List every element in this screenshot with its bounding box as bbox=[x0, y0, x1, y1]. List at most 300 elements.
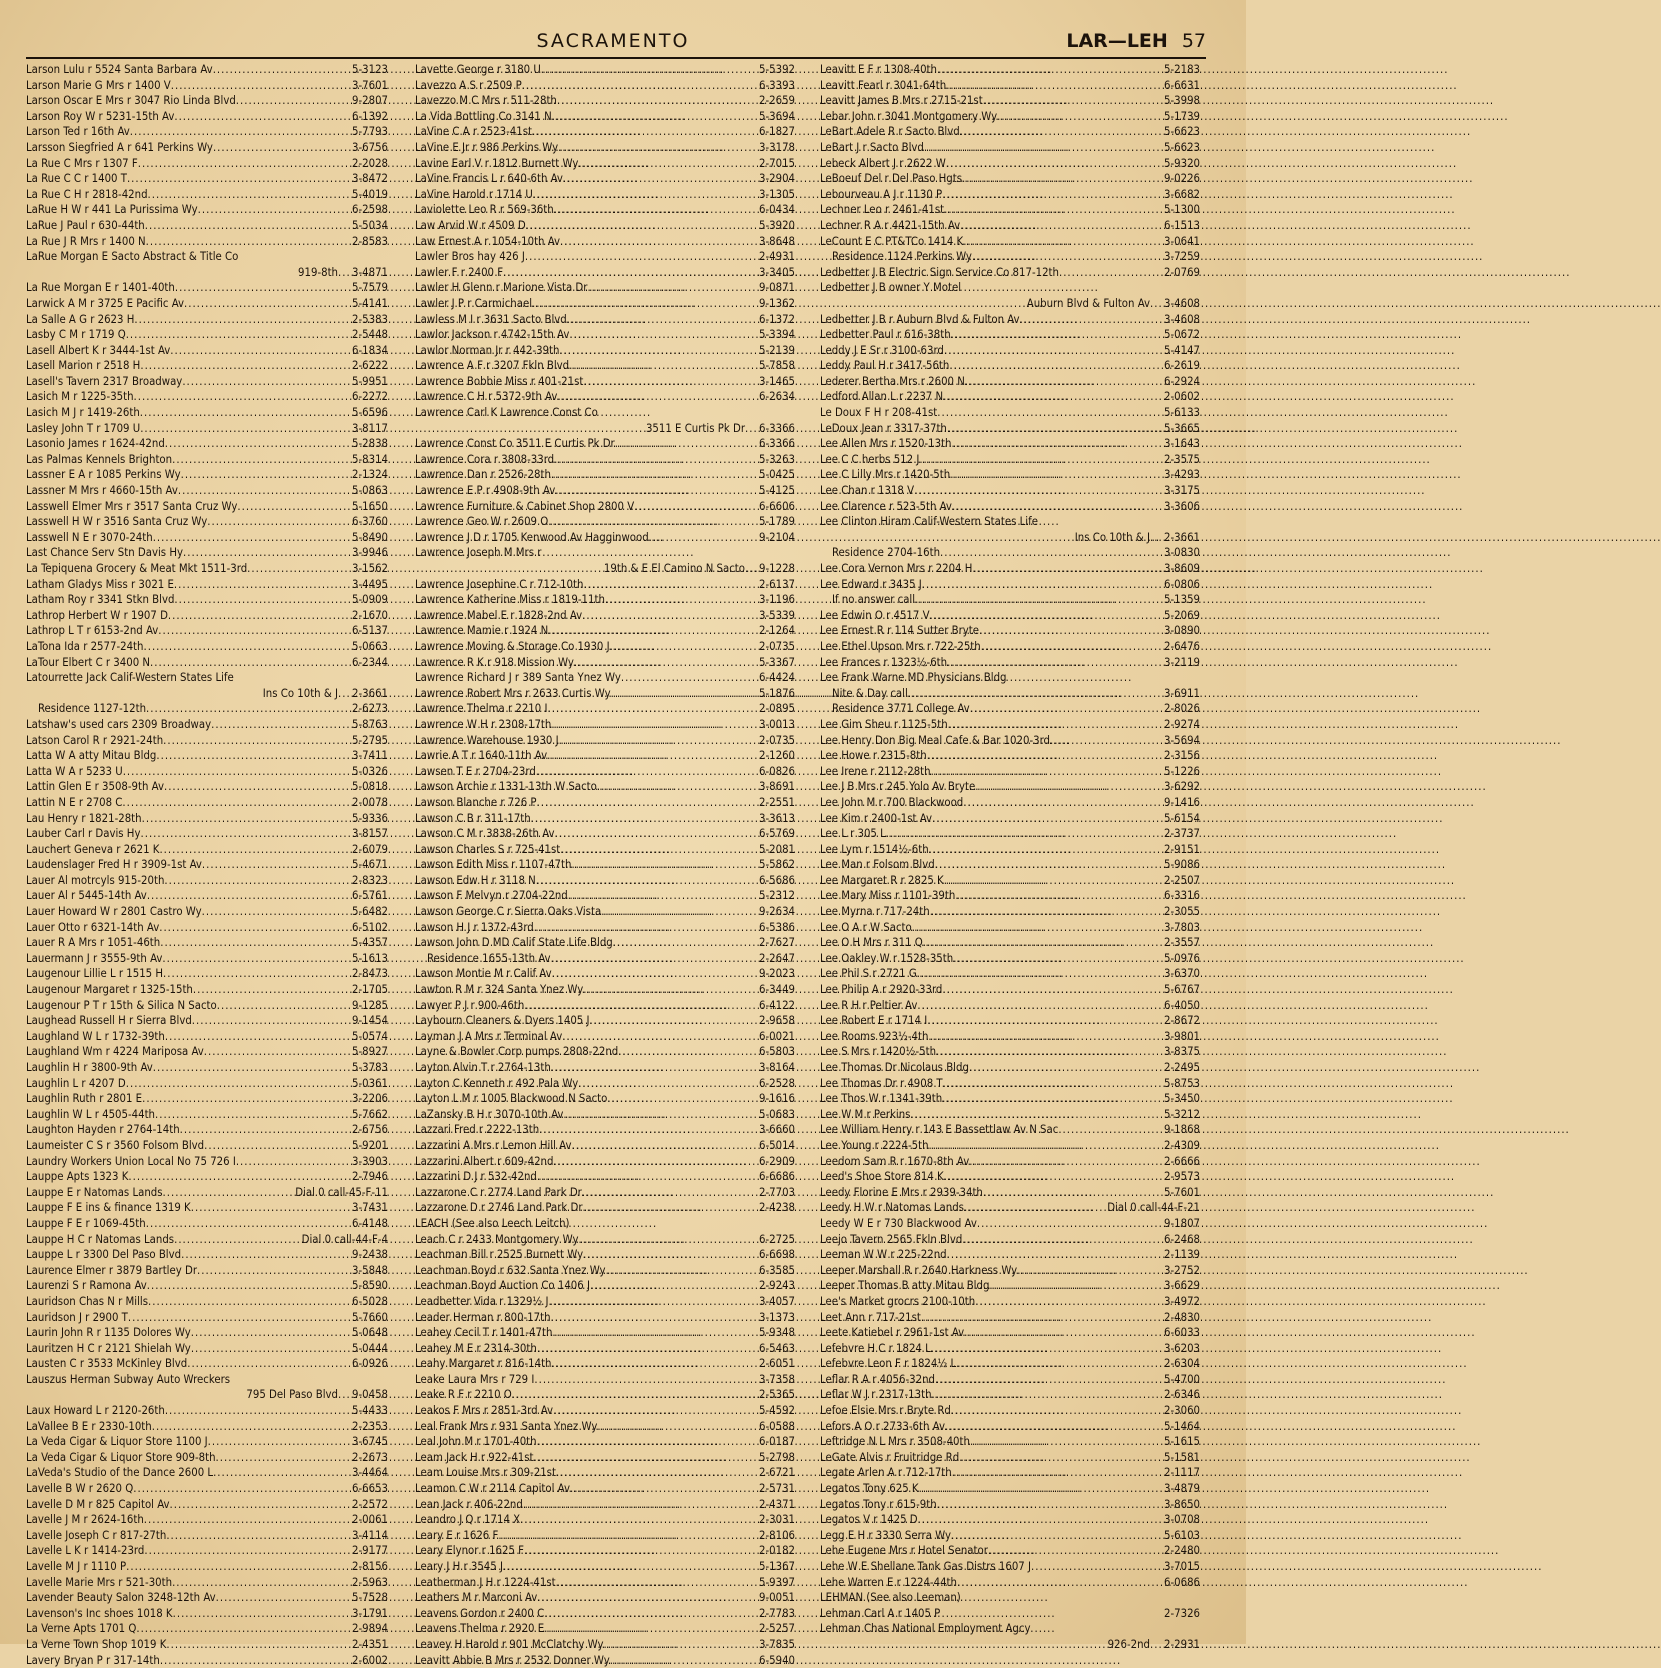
listing-entry bbox=[415, 109, 795, 125]
entry-name: Lawrence Mabel E r 1828-2nd Av bbox=[415, 608, 583, 622]
listing-entry bbox=[26, 187, 388, 203]
leader-dots bbox=[937, 405, 1164, 421]
leader-dots bbox=[552, 1356, 760, 1372]
listing-entry bbox=[820, 171, 1200, 187]
entry-phone: 3-8375 bbox=[1164, 1045, 1200, 1059]
leader-dots bbox=[172, 452, 352, 468]
entry-name: Lavine Earl V r 1812 Burnett Wy bbox=[415, 156, 579, 170]
listing-entry bbox=[820, 124, 1200, 140]
leader-dots bbox=[944, 1169, 1164, 1185]
entry-phone: 5-4700 bbox=[1164, 1372, 1200, 1386]
listing-entry bbox=[415, 1543, 795, 1559]
entry-phone: 6-2619 bbox=[1164, 359, 1200, 373]
listing-column-3 bbox=[820, 62, 1200, 1653]
leader-dots bbox=[952, 499, 1164, 515]
listing-entry bbox=[415, 1013, 795, 1029]
listing-entry bbox=[26, 1247, 388, 1263]
entry-phone: 9-1454 bbox=[352, 1014, 388, 1028]
leader-dots bbox=[556, 1465, 759, 1481]
entry-phone: 6-4122 bbox=[759, 998, 795, 1012]
leader-dots bbox=[649, 530, 759, 546]
entry-phone: 9-2438 bbox=[352, 1248, 388, 1262]
entry-name: Lauppe F E r 1069-45th bbox=[26, 1216, 146, 1230]
listing-entry bbox=[820, 1450, 1200, 1466]
entry-phone: 3-0708 bbox=[1164, 1513, 1200, 1527]
entry-phone: 5-8490 bbox=[352, 530, 388, 544]
entry-name: Leahey M E r 2314-30th bbox=[415, 1341, 537, 1355]
entry-phone: 2-3557 bbox=[1164, 936, 1200, 950]
entry-name: Lee Kim r 2400-1st Av bbox=[820, 811, 933, 825]
leader-dots bbox=[590, 1013, 760, 1029]
entry-phone: 3-7259 bbox=[1164, 250, 1200, 264]
entry-phone: 3-7431 bbox=[352, 1201, 388, 1215]
entry-phone: 2-8583 bbox=[352, 234, 388, 248]
entry-name: Leflar W J r 2317-13th bbox=[820, 1388, 932, 1402]
entry-name: Lee John M r 700 Blackwood bbox=[820, 795, 964, 809]
entry-name: Lauppe H C r Natomas Lands bbox=[26, 1232, 175, 1246]
listing-entry bbox=[820, 1325, 1200, 1341]
listing-entry bbox=[26, 592, 388, 608]
listing-entry bbox=[26, 1029, 388, 1045]
entry-phone: 3-1196 bbox=[759, 593, 795, 607]
listing-entry bbox=[820, 966, 1200, 982]
leader-dots bbox=[969, 1154, 1164, 1170]
leader-dots bbox=[122, 795, 352, 811]
listing-entry bbox=[26, 467, 388, 483]
entry-name: Lau Henry r 1821-28th bbox=[26, 811, 142, 825]
listing-entry bbox=[26, 655, 388, 671]
entry-phone: 3-2119 bbox=[1164, 655, 1200, 669]
listing-entry bbox=[415, 483, 795, 499]
entry-phone: 5-0672 bbox=[1164, 328, 1200, 342]
listing-entry bbox=[415, 826, 795, 842]
entry-phone: 5-6623 bbox=[1164, 140, 1200, 154]
listing-entry bbox=[26, 1497, 388, 1513]
entry-name: Lehe Eugene Mrs r Hotel Senator bbox=[820, 1544, 988, 1558]
listing-entry bbox=[820, 109, 1200, 125]
entry-phone: 2-6304 bbox=[1164, 1357, 1200, 1371]
entry-name: Lavender Beauty Salon 3248-12th Av bbox=[26, 1591, 216, 1605]
leader-dots bbox=[634, 499, 759, 515]
entry-phone: 3-7803 bbox=[1164, 920, 1200, 934]
leader-dots bbox=[917, 998, 1164, 1014]
listing-entry bbox=[820, 249, 1200, 265]
listing-entry bbox=[26, 1465, 388, 1481]
entry-name: Legatos V r 1425 D bbox=[820, 1513, 918, 1527]
entry-name: Layne & Bowler Corp pumps 2808-22nd bbox=[415, 1045, 619, 1059]
leader-dots bbox=[970, 1434, 1164, 1450]
leader-dots bbox=[582, 608, 759, 624]
entry-name: Lawrence E P r 4908-9th Av bbox=[415, 484, 556, 498]
listing-entry bbox=[415, 93, 795, 109]
entry-phone: 5-2183 bbox=[1164, 63, 1200, 76]
entry-name: Lavelle B W r 2620 Q bbox=[26, 1482, 134, 1496]
listing-entry bbox=[820, 795, 1200, 811]
listing-entry bbox=[415, 904, 795, 920]
entry-name: LaRue Morgan E Sacto Abstract & Title Co bbox=[26, 250, 239, 264]
leader-dots bbox=[886, 826, 1164, 842]
leader-dots bbox=[338, 265, 352, 281]
entry-name: Lavezzo A S r 2509 P bbox=[415, 78, 522, 92]
entry-name: LeCount E C PT&TCo 1414 K bbox=[820, 234, 964, 248]
listing-entry bbox=[26, 93, 388, 109]
entry-name: Lee R H r Peltier Av bbox=[820, 998, 918, 1012]
entry-phone: 3-1791 bbox=[352, 1606, 388, 1620]
entry-phone: 2-5257 bbox=[759, 1622, 795, 1636]
listing-entry bbox=[415, 608, 795, 624]
entry-name: Leahy Margaret r 816-14th bbox=[415, 1357, 552, 1371]
entry-phone: 2-0061 bbox=[352, 1513, 388, 1527]
entry-name: Lee William Henry r 143 E Bassettlaw Av N Sac bbox=[820, 1123, 1059, 1137]
entry-name: LeBart J r Sacto Blvd bbox=[820, 140, 924, 154]
listing-entry bbox=[820, 1294, 1200, 1310]
listing-entry bbox=[26, 499, 388, 515]
entry-name: Leete Katiebel r 2961-1st Av bbox=[820, 1326, 965, 1340]
entry-phone: 2-9274 bbox=[1164, 717, 1200, 731]
listing-entry bbox=[415, 1481, 795, 1497]
entry-name: Leavens Thelma r 2920 E bbox=[415, 1622, 545, 1636]
leader-dots bbox=[1031, 1559, 1164, 1575]
leader-dots bbox=[922, 577, 1164, 593]
entry-phone: 5-7662 bbox=[352, 1107, 388, 1121]
listing-entry bbox=[26, 701, 388, 717]
entry-name: Ledford Allan L r 2237 N bbox=[820, 390, 944, 404]
entry-phone: 6-0686 bbox=[1164, 1575, 1200, 1589]
leader-dots bbox=[604, 1637, 760, 1653]
listing-entry bbox=[820, 1044, 1200, 1060]
entry-phone: 5-1876 bbox=[759, 686, 795, 700]
entry-name: Larsson Siegfried A r 641 Perkins Wy bbox=[26, 140, 213, 154]
entry-phone: 3-7835 bbox=[759, 1637, 795, 1651]
listing-entry bbox=[26, 312, 388, 328]
leader-dots bbox=[163, 733, 352, 749]
entry-name: Lasswell Elmer Mrs r 3517 Santa Cruz Wy bbox=[26, 499, 238, 513]
leader-dots bbox=[551, 951, 759, 967]
entry-name: Lazzarini Albert r 609-42nd bbox=[415, 1154, 554, 1168]
entry-phone: 5-3694 bbox=[759, 109, 795, 123]
entry-name: Lee Robert E r 1714 I bbox=[820, 1014, 928, 1028]
entry-name: Laugenour P T r 15th & Silica N Sacto bbox=[26, 998, 217, 1012]
entry-phone: 6-5137 bbox=[352, 624, 388, 638]
listing-entry bbox=[26, 1434, 388, 1450]
leader-dots bbox=[962, 171, 1164, 187]
entry-phone: 3-1643 bbox=[1164, 437, 1200, 451]
listing-entry bbox=[415, 1621, 795, 1637]
leader-dots bbox=[197, 1263, 352, 1279]
entry-name: Latham Gladys Miss r 3021 E bbox=[26, 577, 174, 591]
entry-name: Lavelle Marie Mrs r 521-30th bbox=[26, 1575, 173, 1589]
listing-entry bbox=[26, 1310, 388, 1326]
leader-dots bbox=[567, 312, 759, 328]
entry-name: Leam Jack H r 922-41st bbox=[415, 1450, 534, 1464]
entry-phone: 5-6154 bbox=[1164, 811, 1200, 825]
entry-phone: 2-6721 bbox=[759, 1466, 795, 1480]
leader-dots bbox=[929, 1138, 1164, 1154]
entry-phone: 6-2924 bbox=[1164, 374, 1200, 388]
entry-name: Lawrence J D r 1705 Kenwood Av Hagginwood bbox=[415, 530, 649, 544]
entry-phone: 5-1464 bbox=[1164, 1419, 1200, 1433]
listing-entry bbox=[820, 1138, 1200, 1154]
leader-dots bbox=[170, 343, 352, 359]
entry-name: Lawrence Carl K Lawrence Const Co bbox=[415, 406, 598, 420]
entry-phone: 5-4125 bbox=[759, 484, 795, 498]
entry-name: Lawson H J r 1372-43rd bbox=[415, 920, 534, 934]
entry-phone: 2-4931 bbox=[759, 250, 795, 264]
entry-name: Lawson Archie r 1331-13th W Sacto bbox=[415, 780, 597, 794]
listing-entry bbox=[820, 358, 1200, 374]
entry-phone: 5-5862 bbox=[759, 858, 795, 872]
listing-entry bbox=[820, 1278, 1200, 1294]
entry-phone: 3-8157 bbox=[352, 827, 388, 841]
listing-entry bbox=[26, 577, 388, 593]
leader-dots bbox=[138, 156, 352, 172]
entry-phone: 3-2904 bbox=[759, 172, 795, 186]
entry-phone: 2-7946 bbox=[352, 1170, 388, 1184]
entry-name: Leandro J Q r 1714 X bbox=[415, 1513, 521, 1527]
entry-phone: 9-1228 bbox=[759, 562, 795, 575]
entry-name: Lee Frank Warne MD Physicians Bldg bbox=[820, 671, 1007, 685]
listing-entry bbox=[26, 1637, 388, 1653]
listing-entry bbox=[415, 1419, 795, 1435]
entry-phone: 5-7660 bbox=[352, 1310, 388, 1324]
leader-dots bbox=[945, 1419, 1164, 1435]
entry-phone: 3-6370 bbox=[1164, 967, 1200, 981]
leader-dots bbox=[526, 218, 759, 234]
entry-phone: 2-7703 bbox=[759, 1185, 795, 1199]
entry-phone: 3-3178 bbox=[759, 140, 795, 154]
entry-name: Ins Co 10th & J bbox=[1074, 530, 1150, 544]
entry-phone: 5-2081 bbox=[759, 842, 795, 856]
entry-name: Lebar John r 3041 Montgomery Wy bbox=[820, 109, 998, 123]
leader-dots bbox=[551, 1060, 759, 1076]
entry-phone: 2-3055 bbox=[1164, 905, 1200, 919]
entry-phone: 5-3263 bbox=[759, 452, 795, 466]
leader-dots bbox=[531, 811, 759, 827]
leader-dots bbox=[923, 935, 1164, 951]
entry-name: Lee Myrna r 717-24th bbox=[820, 905, 930, 919]
entry-phone: 5-4357 bbox=[352, 936, 388, 950]
listing-entry bbox=[820, 842, 1200, 858]
leader-dots bbox=[338, 686, 352, 702]
listing-entry bbox=[415, 1278, 795, 1294]
listing-entry bbox=[820, 639, 1200, 655]
entry-phone: 6-5761 bbox=[352, 889, 388, 903]
entry-name: Lasswell H W r 3516 Santa Cruz Wy bbox=[26, 515, 208, 529]
entry-name: Lee Clarence r 523-5th Av bbox=[820, 499, 952, 513]
listing-entry bbox=[26, 1575, 388, 1591]
entry-name: Lehe Warren E r 1224-44th bbox=[820, 1575, 957, 1589]
listing-column-1 bbox=[26, 62, 388, 1668]
leader-dots bbox=[153, 530, 352, 546]
entry-phone: 5-0663 bbox=[352, 639, 388, 653]
entry-phone: 2-0769 bbox=[1164, 265, 1200, 279]
listing-entry bbox=[820, 779, 1200, 795]
entry-name: Leftridge N L Mrs r 3508-40th bbox=[820, 1435, 970, 1449]
leader-dots bbox=[178, 483, 352, 499]
entry-phone: 9-1362 bbox=[759, 296, 795, 310]
entry-phone: 2-2495 bbox=[1164, 1061, 1200, 1074]
leader-dots bbox=[937, 1497, 1164, 1513]
entry-phone: 6-2909 bbox=[759, 1154, 795, 1168]
listing-entry bbox=[415, 1185, 795, 1201]
entry-name: Leedy Florine E Mrs r 2939-34th bbox=[820, 1185, 983, 1199]
leader-dots bbox=[605, 592, 759, 608]
entry-name: Leeper Marshall R r 2640 Harkness Wy bbox=[820, 1263, 1018, 1277]
leader-dots bbox=[970, 701, 1164, 717]
leader-dots bbox=[532, 296, 759, 312]
leader-dots bbox=[937, 62, 1164, 78]
entry-name: Lassner M Mrs r 4660-15th Av bbox=[26, 484, 178, 498]
listing-entry bbox=[415, 857, 795, 873]
entry-phone: 9-0871 bbox=[759, 281, 795, 295]
entry-name: Lauridson J r 2900 T bbox=[26, 1310, 128, 1324]
entry-name: La Verne Apts 1701 Q bbox=[26, 1622, 137, 1636]
listing-entry bbox=[415, 577, 795, 593]
leader-dots bbox=[537, 1590, 759, 1606]
leader-dots bbox=[583, 374, 759, 390]
entry-phone: 3-7601 bbox=[352, 78, 388, 92]
entry-phone: 5-7601 bbox=[1164, 1185, 1200, 1199]
listing-entry bbox=[415, 795, 795, 811]
entry-phone: 3-6203 bbox=[1164, 1341, 1200, 1355]
entry-phone: 6-2634 bbox=[759, 390, 795, 404]
leader-dots bbox=[931, 764, 1164, 780]
entry-name: Lawler F r 2400 F bbox=[415, 265, 504, 279]
leader-dots bbox=[956, 1356, 1164, 1372]
leader-dots bbox=[615, 436, 759, 452]
entry-name: Laugenour Lillie L r 1515 H bbox=[26, 967, 164, 981]
listing-entry bbox=[415, 1091, 795, 1107]
listing-entry bbox=[820, 265, 1200, 281]
entry-name: Auburn Blvd & Fulton Av bbox=[1026, 296, 1150, 310]
listing-entry bbox=[415, 951, 795, 967]
entry-name: Lee Rooms 923½-4th bbox=[820, 1029, 929, 1043]
entry-phone: 5-3998 bbox=[1164, 94, 1200, 108]
listing-entry bbox=[820, 1481, 1200, 1497]
entry-name: Lawyer P J r 900-46th bbox=[415, 998, 525, 1012]
entry-name: Lawson Blanche r 726 P bbox=[415, 795, 537, 809]
listing-entry bbox=[415, 265, 795, 281]
leader-dots bbox=[601, 904, 759, 920]
entry-name: Lawrence W H r 2308-17th bbox=[415, 717, 552, 731]
entry-name: La Veda Cigar & Liquor Store 909-8th bbox=[26, 1450, 216, 1464]
entry-name: Legatos Tony 625 K bbox=[820, 1482, 919, 1496]
leader-dots bbox=[943, 1076, 1164, 1092]
listing-entry bbox=[415, 1372, 795, 1388]
entry-name: Lawrence Josephine C r 712-10th bbox=[415, 577, 584, 591]
entry-name: Leedy W E r 730 Blackwood Av bbox=[820, 1216, 977, 1230]
listing-entry bbox=[26, 296, 388, 312]
listing-entry bbox=[415, 888, 795, 904]
listing-entry bbox=[820, 951, 1200, 967]
entry-name: Lawrence Katherine Miss r 1819-11th bbox=[415, 593, 605, 607]
entry-phone: 2-2647 bbox=[759, 951, 795, 965]
leader-dots bbox=[983, 1185, 1164, 1201]
entry-name: Lee Howe r 2315-8th bbox=[820, 749, 927, 763]
leader-dots bbox=[1058, 1122, 1164, 1138]
entry-phone: 5-0683 bbox=[759, 1107, 795, 1121]
listing-entry bbox=[820, 1559, 1200, 1575]
entry-name: Lehe W E Shellane Tank Gas Distrs 1607 J bbox=[820, 1560, 1031, 1573]
entry-phone: 9-0458 bbox=[352, 1388, 388, 1402]
entry-phone: 5-3394 bbox=[759, 328, 795, 342]
leader-dots bbox=[908, 686, 1164, 702]
entry-phone: 2-9573 bbox=[1164, 1170, 1200, 1184]
listing-entry bbox=[26, 140, 388, 156]
entry-name: Lee Margaret R r 2825 K bbox=[820, 873, 944, 887]
leader-dots bbox=[997, 109, 1164, 125]
listing-entry bbox=[26, 935, 388, 951]
listing-entry bbox=[820, 452, 1200, 468]
listing-entry bbox=[820, 280, 1200, 296]
entry-name: Lauritzen H C r 2121 Shielah Wy bbox=[26, 1341, 191, 1355]
entry-name: Residence 1655-13th Av bbox=[427, 951, 551, 965]
listing-entry bbox=[26, 717, 388, 733]
entry-name: LaZansky B H r 3070-10th Av bbox=[415, 1107, 564, 1121]
listing-entry bbox=[820, 811, 1200, 827]
entry-name: Lassner E A r 1085 Perkins Wy bbox=[26, 468, 181, 482]
listing-entry bbox=[415, 140, 795, 156]
listing-entry bbox=[820, 1637, 1200, 1653]
entry-phone: 5-6767 bbox=[1164, 983, 1200, 997]
entry-name: Lasby C M r 1719 Q bbox=[26, 328, 126, 342]
entry-phone: 2-9243 bbox=[759, 1279, 795, 1293]
leader-dots bbox=[140, 421, 352, 437]
leader-dots bbox=[547, 701, 759, 717]
entry-name: LaTour Elbert C r 3400 N bbox=[26, 655, 150, 669]
entry-name: Lechner R A r 4421-15th Av bbox=[820, 218, 961, 232]
entry-name: Lasich M r 1225-35th bbox=[26, 390, 134, 404]
guide-words bbox=[1066, 30, 1206, 52]
entry-name: Lawrence Bobbie Miss r 401-21st bbox=[415, 374, 584, 388]
leader-dots bbox=[558, 140, 759, 156]
entry-phone: 3-6629 bbox=[1164, 1279, 1200, 1293]
entry-name: Layton C Kenneth r 492 Pala Wy bbox=[415, 1076, 579, 1090]
entry-phone: 5-8590 bbox=[352, 1279, 388, 1293]
leader-dots bbox=[523, 1497, 759, 1513]
entry-phone: 2-7015 bbox=[759, 156, 795, 170]
leader-dots bbox=[144, 1543, 352, 1559]
entry-phone: 2-1260 bbox=[759, 749, 795, 763]
listing-entry bbox=[820, 187, 1200, 203]
listing-entry bbox=[415, 312, 795, 328]
leader-dots bbox=[236, 1154, 352, 1170]
entry-name: Lawsen T E r 2704-23rd bbox=[415, 764, 536, 778]
leader-dots bbox=[544, 1606, 759, 1622]
listing-entry bbox=[415, 171, 795, 187]
entry-name: Laudenslager Fred H r 3909-1st Av bbox=[26, 858, 202, 872]
entry-name: Lasell's Tavern 2317 Broadway bbox=[26, 374, 183, 388]
entry-name: Lawlor Norman Jr r 442-39th bbox=[415, 343, 560, 357]
leader-dots bbox=[975, 779, 1164, 795]
listing-entry bbox=[415, 1232, 795, 1248]
entry-phone: 2-4238 bbox=[759, 1201, 795, 1215]
entry-phone: 2-3661 bbox=[1164, 530, 1200, 544]
entry-phone: 2-5448 bbox=[352, 328, 388, 342]
entry-name: Lederer Bertha Mrs r 2600 N bbox=[820, 374, 965, 388]
entry-phone: 5-4141 bbox=[352, 296, 388, 310]
entry-phone: 3-1305 bbox=[759, 187, 795, 201]
leader-dots bbox=[946, 78, 1164, 94]
leader-dots bbox=[942, 982, 1164, 998]
listing-entry bbox=[415, 1450, 795, 1466]
entry-phone: 5-0909 bbox=[352, 593, 388, 607]
leader-dots bbox=[552, 1325, 759, 1341]
entry-name: La Rue C Mrs r 1307 F bbox=[26, 156, 138, 170]
listing-entry bbox=[26, 1200, 388, 1216]
entry-name: Lasell Albert K r 3444-1st Av bbox=[26, 343, 171, 357]
entry-phone: 2-9894 bbox=[352, 1622, 388, 1636]
